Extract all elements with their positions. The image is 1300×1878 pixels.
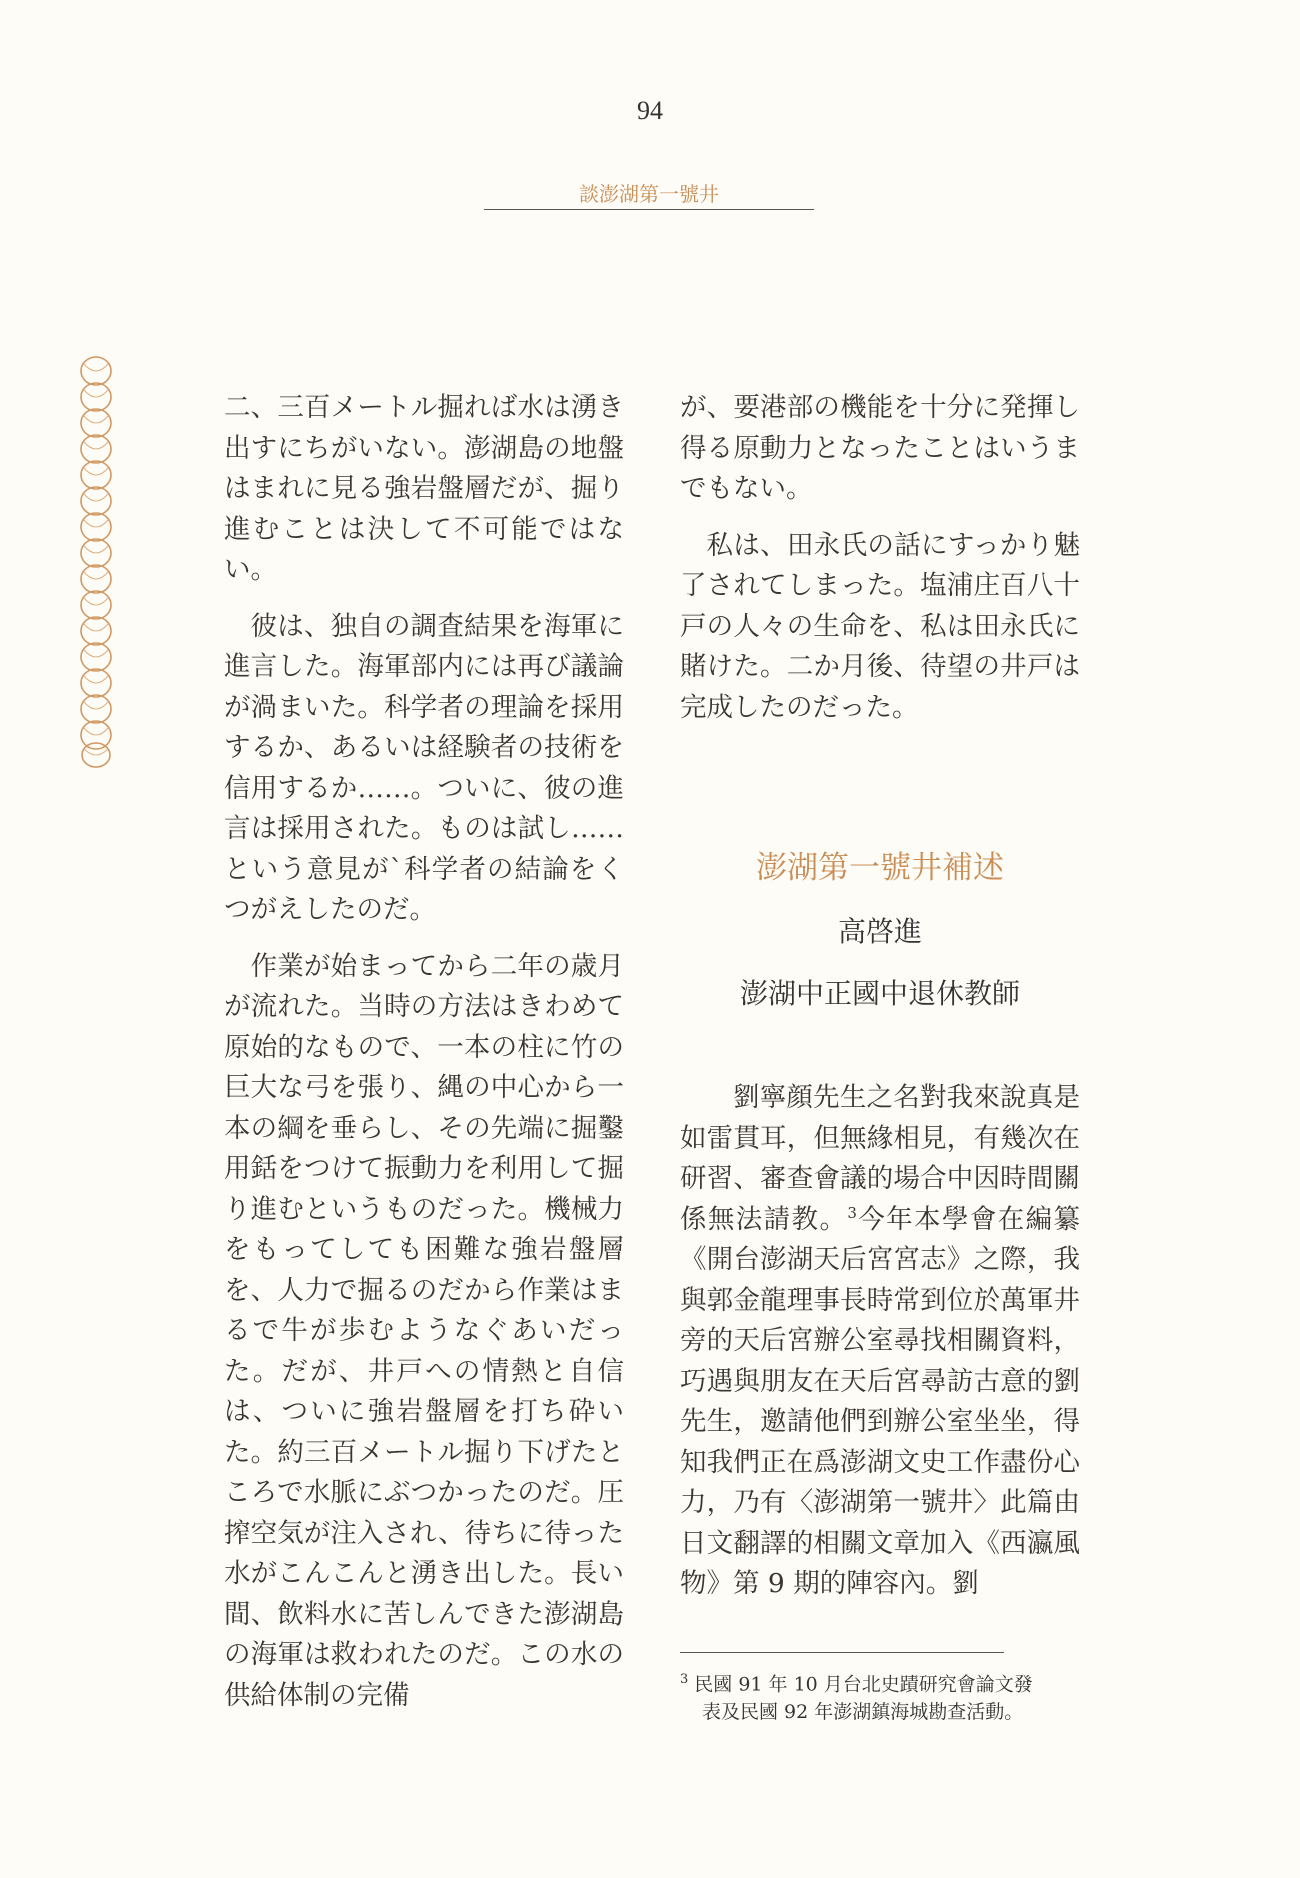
- paragraph: 二、三百メートル掘れば水は湧き出すにちがいない。澎湖島の地盤はまれに見る強岩盤層だが、掘り進むことは決して不可能ではない。: [224, 392, 624, 585]
- decorative-scroll-ornament: [78, 356, 114, 770]
- footnote-text: 民國 91 年 10 月台北史蹟研究會論文發: [694, 1673, 1033, 1696]
- author-affiliation: 澎湖中正國中退休教師: [739, 977, 1020, 1010]
- paragraph: 私は、田永氏の話にすっかり魅了されてしまった。塩浦庄百八十戸の人々の生命を、私は田永氏に賭けた。二か月後、待望の井戸は完成したのだった。: [680, 529, 1080, 723]
- footnote: [680, 1666, 1100, 1726]
- article-author: 高啓進: [837, 915, 922, 948]
- right-column: [680, 388, 1080, 744]
- body-text: 劉寧顔先生之名對我來說真是如雷貫耳，但無緣相見，有幾次在研習、審查會議的場合中因時間關係無法請教。: [680, 1082, 1080, 1235]
- body-text: 今年本學會在編纂《開台澎湖天后宮宮志》之際，我與郭金龍理事長時常到位於萬軍井旁的天后宮辦公室尋找相關資料，巧遇與朋友在天后宮尋訪古意的劉先生，邀請他們到辦公室坐坐，得知我們正在爲澎湖文史工作盡份心力，乃有〈澎湖第一號井〉此篇由日文翻譯的相關文章加入《西瀛風物》第 9 期的陣容內。劉: [680, 1203, 1081, 1599]
- footnote-reference: 3: [847, 1203, 857, 1222]
- article-body: [680, 1078, 1080, 1605]
- left-column: [224, 388, 624, 1732]
- article-title: 澎湖第一號井補述: [756, 850, 1004, 886]
- footnote-line: [680, 1666, 1100, 1698]
- paragraph: が、要港部の機能を十分に発揮し得る原動力となったことはいうまでもない。: [680, 392, 1080, 504]
- ornament-chain-icon: [78, 356, 114, 770]
- footnote-number: 3: [680, 1672, 689, 1687]
- page-number: 94: [637, 96, 663, 125]
- footnote-text: 表及民國 92 年澎湖鎮海城勘查活動。: [702, 1701, 1024, 1724]
- paragraph: 作業が始まってから二年の歳月が流れた。当時の方法はきわめて原始的なもので、一本の柱に竹の巨大な弓を張り、縄の中心から一本の綱を垂らし、その先端に掘鑿用銛をつけて振動力を利用して掘り進むというものだった。機械力をもってしても困難な強岩盤層を、人力で掘るのだから作業はまるで牛が歩むようなぐあいだった。だが、井戸への情熱と自信は、ついに強岩盤層を打ち砕いた。約三百メートル掘り下げたところで水脈にぶつかったのだ。圧搾空気が注入され、待ちに待った水がこんこんと湧き出した。長い間、飲料水に苦しんできた澎湖島の海軍は救われたのだ。この水の供給体制の完備: [224, 950, 624, 1711]
- footnote-divider: [680, 1652, 1004, 1653]
- paragraph: 彼は、独自の調査結果を海軍に進言した。海軍部内には再び議論が渦まいた。科学者の理論を採用するか、あるいは経験者の技術を信用するか……。ついに、彼の進言は採用された。ものは試し……という意見が`科学者の結論をくつがえしたのだ。: [224, 610, 624, 925]
- running-header: 談澎湖第一號井: [484, 178, 814, 210]
